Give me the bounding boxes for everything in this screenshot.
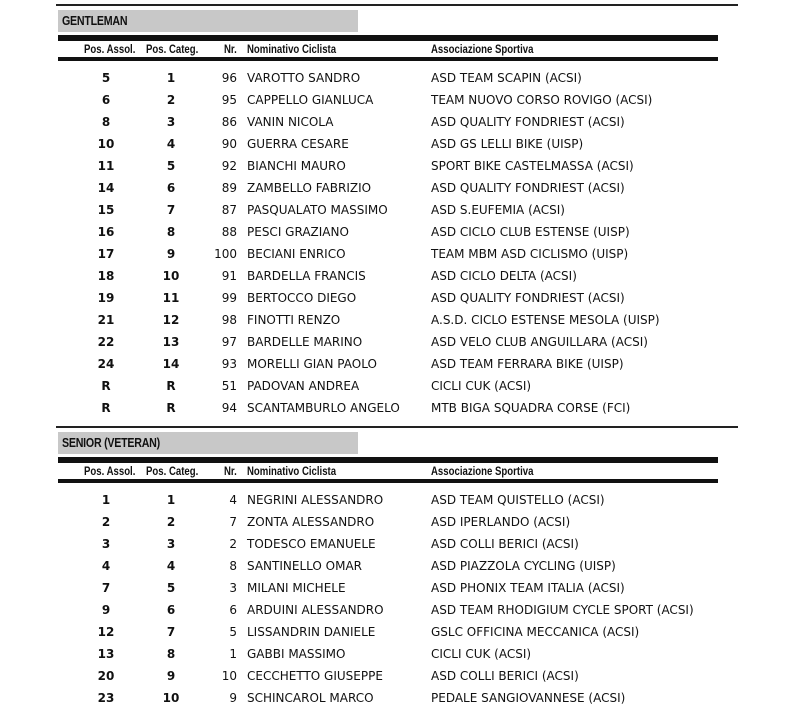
table-row (0, 111, 793, 133)
table-row (0, 687, 793, 709)
bib-number: 10 (221, 669, 237, 683)
table-row (0, 309, 793, 331)
bib-number: 91 (221, 269, 237, 283)
position-category: 6 (166, 603, 176, 617)
rider-name: FINOTTI RENZO (247, 313, 341, 327)
rider-name: VANIN NICOLA (247, 115, 334, 129)
rider-name: GUERRA CESARE (247, 137, 349, 151)
bib-number: 9 (229, 691, 237, 705)
sports-association: ASD IPERLANDO (ACSI) (431, 515, 571, 529)
rider-name: VAROTTO SANDRO (247, 71, 361, 85)
table-row (0, 489, 793, 511)
bib-number: 92 (221, 159, 237, 173)
rider-name: GABBI MASSIMO (247, 647, 346, 661)
position-category: 10 (162, 269, 180, 283)
rider-name: ZAMBELLO FABRIZIO (247, 181, 372, 195)
position-absolute: 8 (101, 115, 111, 129)
sports-association: ASD S.EUFEMIA (ACSI) (431, 203, 565, 217)
sports-association: ASD VELO CLUB ANGUILLARA (ACSI) (431, 335, 648, 349)
table-row (0, 397, 793, 419)
position-category: R (166, 401, 176, 415)
category-title: GENTLEMAN (62, 13, 128, 28)
bib-number: 2 (229, 537, 237, 551)
position-absolute: 15 (97, 203, 115, 217)
position-category: 13 (162, 335, 180, 349)
position-absolute: 10 (97, 137, 115, 151)
position-absolute: 22 (97, 335, 115, 349)
sports-association: SPORT BIKE CASTELMASSA (ACSI) (431, 159, 634, 173)
table-row (0, 177, 793, 199)
position-category: 1 (166, 493, 176, 507)
sports-association: ASD PHONIX TEAM ITALIA (ACSI) (431, 581, 625, 595)
bib-number: 97 (221, 335, 237, 349)
sports-association: ASD CICLO CLUB ESTENSE (UISP) (431, 225, 630, 239)
position-absolute: R (101, 379, 111, 393)
position-absolute: 5 (101, 71, 111, 85)
bib-number: 1 (229, 647, 237, 661)
sports-association: A.S.D. CICLO ESTENSE MESOLA (UISP) (431, 313, 660, 327)
header-bottom-bar (58, 57, 718, 61)
rider-name: SCHINCAROL MARCO (247, 691, 374, 705)
table-row (0, 577, 793, 599)
sports-association: PEDALE SANGIOVANNESE (ACSI) (431, 691, 626, 705)
rider-name: MORELLI GIAN PAOLO (247, 357, 377, 371)
bib-number: 5 (229, 625, 237, 639)
sports-association: TEAM MBM ASD CICLISMO (UISP) (431, 247, 629, 261)
sports-association: ASD QUALITY FONDRIEST (ACSI) (431, 115, 625, 129)
position-absolute: 21 (97, 313, 115, 327)
rider-name: PESCI GRAZIANO (247, 225, 349, 239)
table-row (0, 375, 793, 397)
sports-association: CICLI CUK (ACSI) (431, 647, 532, 661)
bib-number: 89 (221, 181, 237, 195)
position-category: 9 (166, 247, 176, 261)
sports-association: ASD QUALITY FONDRIEST (ACSI) (431, 181, 625, 195)
header-associazione: Associazione Sportiva (431, 464, 534, 478)
position-category: R (166, 379, 176, 393)
rider-name: ZONTA ALESSANDRO (247, 515, 375, 529)
sports-association: ASD TEAM SCAPIN (ACSI) (431, 71, 582, 85)
header-pos-assol: Pos. Assol. (84, 464, 136, 478)
table-row (0, 533, 793, 555)
sports-association: ASD TEAM FERRARA BIKE (UISP) (431, 357, 624, 371)
position-absolute: 7 (101, 581, 111, 595)
sports-association: ASD COLLI BERICI (ACSI) (431, 669, 579, 683)
table-row (0, 89, 793, 111)
position-category: 7 (166, 203, 176, 217)
position-category: 12 (162, 313, 180, 327)
bib-number: 95 (221, 93, 237, 107)
header-top-bar (58, 35, 718, 41)
section-top-rule (56, 426, 738, 428)
sports-association: ASD GS LELLI BIKE (UISP) (431, 137, 584, 151)
position-absolute: 3 (101, 537, 111, 551)
sports-association: ASD QUALITY FONDRIEST (ACSI) (431, 291, 625, 305)
position-category: 3 (166, 115, 176, 129)
header-bottom-bar (58, 479, 718, 483)
header-pos-categ: Pos. Categ. (146, 464, 199, 478)
position-category: 1 (166, 71, 176, 85)
bib-number: 86 (221, 115, 237, 129)
table-row (0, 221, 793, 243)
position-absolute: 20 (97, 669, 115, 683)
table-row (0, 665, 793, 687)
position-category: 5 (166, 159, 176, 173)
rider-name: BARDELLA FRANCIS (247, 269, 366, 283)
rider-name: BECIANI ENRICO (247, 247, 346, 261)
bib-number: 4 (229, 493, 237, 507)
rider-name: BIANCHI MAURO (247, 159, 346, 173)
position-category: 9 (166, 669, 176, 683)
position-absolute: 18 (97, 269, 115, 283)
table-row (0, 353, 793, 375)
position-category: 2 (166, 93, 176, 107)
position-category: 11 (162, 291, 180, 305)
table-row (0, 599, 793, 621)
sports-association: ASD TEAM RHODIGIUM CYCLE SPORT (ACSI) (431, 603, 694, 617)
table-row (0, 265, 793, 287)
rider-name: PASQUALATO MASSIMO (247, 203, 388, 217)
bib-number: 3 (229, 581, 237, 595)
sports-association: TEAM NUOVO CORSO ROVIGO (ACSI) (431, 93, 653, 107)
position-absolute: 23 (97, 691, 115, 705)
position-category: 3 (166, 537, 176, 551)
table-row (0, 511, 793, 533)
bib-number: 88 (221, 225, 237, 239)
bib-number: 6 (229, 603, 237, 617)
header-associazione: Associazione Sportiva (431, 42, 534, 56)
position-absolute: 11 (97, 159, 115, 173)
bib-number: 87 (221, 203, 237, 217)
table-row (0, 243, 793, 265)
header-top-bar (58, 457, 718, 463)
position-absolute: 19 (97, 291, 115, 305)
rider-name: TODESCO EMANUELE (247, 537, 376, 551)
position-absolute: 16 (97, 225, 115, 239)
position-absolute: 9 (101, 603, 111, 617)
rider-name: SANTINELLO OMAR (247, 559, 363, 573)
rider-name: ARDUINI ALESSANDRO (247, 603, 384, 617)
position-category: 4 (166, 559, 176, 573)
position-category: 8 (166, 225, 176, 239)
position-absolute: 13 (97, 647, 115, 661)
table-row (0, 155, 793, 177)
table-row (0, 199, 793, 221)
position-absolute: R (101, 401, 111, 415)
position-absolute: 2 (101, 515, 111, 529)
table-row (0, 555, 793, 577)
table-row (0, 331, 793, 353)
position-category: 2 (166, 515, 176, 529)
position-absolute: 4 (101, 559, 111, 573)
position-category: 5 (166, 581, 176, 595)
rider-name: SCANTAMBURLO ANGELO (247, 401, 400, 415)
rider-name: NEGRINI ALESSANDRO (247, 493, 384, 507)
position-category: 8 (166, 647, 176, 661)
section-top-rule (56, 4, 738, 6)
header-nominativo: Nominativo Ciclista (247, 464, 337, 478)
table-row (0, 621, 793, 643)
table-row (0, 287, 793, 309)
position-category: 4 (166, 137, 176, 151)
sports-association: ASD CICLO DELTA (ACSI) (431, 269, 577, 283)
rider-name: BARDELLE MARINO (247, 335, 363, 349)
position-category: 7 (166, 625, 176, 639)
bib-number: 90 (221, 137, 237, 151)
rider-name: MILANI MICHELE (247, 581, 346, 595)
bib-number: 94 (221, 401, 237, 415)
header-nominativo: Nominativo Ciclista (247, 42, 337, 56)
position-absolute: 14 (97, 181, 115, 195)
position-absolute: 12 (97, 625, 115, 639)
table-row (0, 643, 793, 665)
category-title: SENIOR (VETERAN) (62, 435, 160, 450)
bib-number: 98 (221, 313, 237, 327)
rider-name: PADOVAN ANDREA (247, 379, 360, 393)
position-absolute: 24 (97, 357, 115, 371)
rider-name: CAPPELLO GIANLUCA (247, 93, 374, 107)
position-category: 10 (162, 691, 180, 705)
table-row (0, 133, 793, 155)
rider-name: CECCHETTO GIUSEPPE (247, 669, 383, 683)
position-absolute: 17 (97, 247, 115, 261)
bib-number: 93 (221, 357, 237, 371)
sports-association: GSLC OFFICINA MECCANICA (ACSI) (431, 625, 640, 639)
bib-number: 99 (221, 291, 237, 305)
bib-number: 8 (229, 559, 237, 573)
position-category: 14 (162, 357, 180, 371)
sports-association: MTB BIGA SQUADRA CORSE (FCI) (431, 401, 631, 415)
bib-number: 7 (229, 515, 237, 529)
sports-association: ASD COLLI BERICI (ACSI) (431, 537, 579, 551)
rider-name: BERTOCCO DIEGO (247, 291, 357, 305)
header-pos-assol: Pos. Assol. (84, 42, 136, 56)
header-nr: Nr. (224, 464, 237, 478)
bib-number: 96 (221, 71, 237, 85)
sports-association: ASD PIAZZOLA CYCLING (UISP) (431, 559, 616, 573)
position-absolute: 1 (101, 493, 111, 507)
rider-name: LISSANDRIN DANIELE (247, 625, 376, 639)
header-pos-categ: Pos. Categ. (146, 42, 199, 56)
bib-number: 100 (214, 247, 237, 261)
bib-number: 51 (221, 379, 237, 393)
position-category: 6 (166, 181, 176, 195)
header-nr: Nr. (224, 42, 237, 56)
sports-association: ASD TEAM QUISTELLO (ACSI) (431, 493, 605, 507)
sports-association: CICLI CUK (ACSI) (431, 379, 532, 393)
position-absolute: 6 (101, 93, 111, 107)
table-row (0, 67, 793, 89)
